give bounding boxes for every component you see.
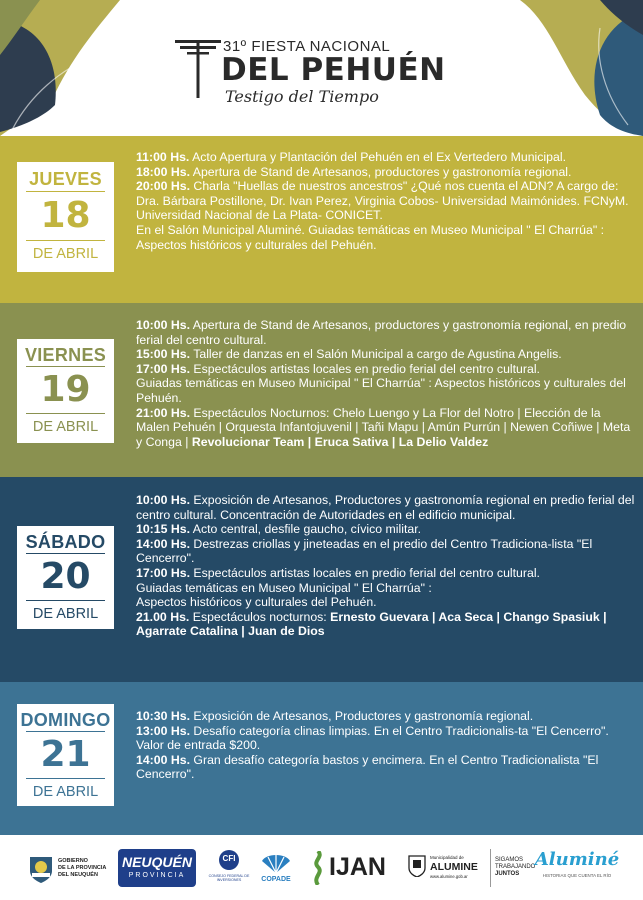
logo-gobierno-neuquen (28, 849, 106, 887)
event-time: 14:00 Hs. (136, 536, 191, 551)
event-time: 10:30 Hs. (136, 709, 191, 723)
day-section-domingo (0, 682, 643, 835)
logo-copade (256, 849, 296, 887)
event-list (136, 150, 636, 252)
event-text: Guiadas temáticas en Museo Municipal " El Charrúa" : Aspectos históricos y culturales del Pehuén. (136, 376, 626, 405)
month-label: DE ABRIL (32, 784, 99, 800)
neuquen-label: NEUQUÉN (121, 854, 192, 870)
event-item (136, 406, 636, 450)
event-text: Exposición de Artesanos, Productores y gastronomía regional. (190, 709, 534, 723)
day-section-sabado (0, 477, 643, 682)
divider (26, 731, 105, 732)
muni-small: Municipalidad de (430, 855, 464, 860)
event-time: 21.00 Hs. (136, 609, 190, 624)
event-time: 14:00 Hs. (136, 752, 191, 767)
divider (26, 366, 105, 367)
event-text: Apertura de Stand de Artesanos, productores y gastronomía regional. (190, 164, 572, 179)
month-label: DE ABRIL (32, 246, 99, 262)
event-item (136, 724, 636, 753)
event-list (136, 318, 636, 449)
copade-label: COPADE (261, 876, 291, 883)
event-item (136, 165, 636, 180)
cfi-label: CFI (222, 854, 236, 863)
event-text: Guiadas temáticas en Museo Municipal " El Charrúa" : (136, 580, 432, 595)
day-number: 18 (40, 195, 91, 236)
gob-line2: DE LA PROVINCIA (58, 865, 107, 871)
logo-ijan (310, 849, 390, 887)
alumine-script: Aluminé (534, 849, 620, 870)
divider (26, 553, 105, 554)
event-item (136, 150, 636, 165)
day-name: JUEVES (29, 169, 102, 189)
month-label: DE ABRIL (32, 606, 99, 622)
event-item (136, 709, 636, 724)
event-text: Espectáculos Nocturnos: Chelo Luengo y La Flor del Notro | Elección de la Malen Pehuén | Orquesta Infantojuvenil | Tañi Mapu | Amún Purrún | Newen Coñiwe | Meta y Conga | (136, 405, 631, 449)
divider (26, 413, 105, 414)
date-card (17, 704, 114, 806)
day-section-viernes (0, 303, 643, 477)
ijan-emblem-icon (310, 851, 326, 885)
event-text: Destrezas criollas y jineteadas en el predio del Centro Tradiciona-lista "El Cencerro". (136, 536, 593, 566)
logo-alumine-turismo (534, 849, 620, 887)
sigamos-line3: JUNTOS (495, 871, 520, 877)
event-text: En el Salón Municipal Aluminé. Guiadas temáticas en Museo Municipal " El Charrúa" : Aspectos históricos y culturales del Pehuén. (136, 222, 605, 252)
provincia-label: PROVINCIA (128, 872, 186, 879)
event-item (136, 595, 636, 610)
day-name: DOMINGO (20, 710, 111, 730)
event-headliners: Ernesto Guevara | Aca Seca | Chango Spasiuk | Agarrate Catalina | Juan de Dios (136, 609, 607, 639)
gob-line1: GOBIERNO (58, 858, 88, 864)
event-time: 18:00 Hs. (136, 164, 191, 179)
event-item (136, 610, 636, 639)
muni-url: www.alumine.gob.ar (430, 874, 468, 879)
logo-municipalidad-alumine (408, 849, 488, 887)
event-time: 13:00 Hs. (136, 723, 191, 738)
festival-title (175, 30, 475, 110)
sigamos-line1: SIGAMOS (495, 857, 524, 863)
event-item (136, 566, 636, 581)
event-time: 10:15 Hs. (136, 522, 191, 537)
event-text: Acto central, desfile gaucho, cívico militar. (190, 522, 422, 537)
day-section-jueves (0, 136, 643, 303)
date-card (17, 526, 114, 629)
event-item (136, 179, 636, 223)
event-text: Espectáculos nocturnos: (189, 609, 331, 624)
month-label: DE ABRIL (32, 419, 99, 435)
day-name: VIERNES (24, 345, 107, 365)
event-item (136, 362, 636, 377)
day-number: 20 (40, 556, 91, 597)
event-item (136, 318, 636, 347)
event-list (136, 493, 636, 639)
event-text: Gran desafío categoría bastos y encimera. En el Centro Tradicionalista "El Cencerro". (136, 752, 599, 782)
event-item (136, 223, 636, 252)
festival-name: DEL PEHUÉN (221, 52, 446, 88)
event-item (136, 537, 636, 566)
logo-neuquen-provincia (118, 849, 196, 887)
event-time: 15:00 Hs. (136, 347, 191, 362)
event-headliners: Revolucionar Team | Eruca Sativa | La Delio Valdez (191, 434, 489, 449)
event-text: Espectáculos artistas locales en predio ferial del centro cultural. (190, 361, 540, 376)
sigamos-line2: TRABAJANDO (495, 864, 536, 870)
logo-sigamos-trabajando (490, 849, 536, 887)
day-number: 19 (40, 369, 91, 410)
pehuen-tree-icon (175, 36, 221, 98)
event-item (136, 493, 636, 522)
neuquen-shield-icon (28, 853, 54, 883)
event-item (136, 347, 636, 362)
event-list (136, 709, 636, 782)
date-card (17, 339, 114, 443)
event-time: 21:00 Hs. (136, 405, 191, 420)
event-item (136, 581, 636, 596)
event-text: Desafío categoría clinas limpias. En el Centro Tradicionalis-ta "El Cencerro". Valor de entrada $200. (136, 723, 609, 753)
event-item (136, 376, 636, 405)
event-item (136, 522, 636, 537)
day-number: 21 (40, 734, 91, 775)
logo-cfi (208, 849, 250, 887)
copade-shell-icon (260, 851, 292, 875)
event-text: Exposición de Artesanos, Productores y gastronomía regional en predio ferial del centro cultural. Concentración de Autoridades en el edificio municipal. (136, 493, 635, 522)
ijan-label: IJAN (329, 853, 386, 881)
alumine-shield-icon (408, 855, 426, 877)
divider (26, 600, 105, 601)
divider (26, 240, 105, 241)
date-card (17, 162, 114, 272)
event-text: Taller de danzas en el Salón Municipal a cargo de Agustina Angelis. (190, 347, 562, 362)
event-text: Charla "Huellas de nuestros ancestros" ¿Qué nos cuenta el ADN? A cargo de: Dra. Bárbara Postillone, Dr. Ivan Perez, Virginia Cobos- Universidad Maimónides. FCNyM. Universidad Nacional de La Plata- CONICET. (136, 179, 629, 223)
event-text: Aspectos históricos y culturales del Pehuén. (136, 595, 377, 610)
event-time: 17:00 Hs. (136, 565, 191, 580)
event-time: 10:00 Hs. (136, 493, 191, 507)
event-text: Acto Apertura y Plantación del Pehuén en el Ex Vertedero Municipal. (189, 150, 566, 164)
festival-edition: 31º FIESTA NACIONAL (223, 38, 391, 55)
event-time: 11:00 Hs. (136, 150, 190, 164)
event-time: 20:00 Hs. (136, 179, 191, 194)
muni-name: ALUMINE (430, 861, 478, 873)
cfi-sub: CONSEJO FEDERAL DE INVERSIONES (208, 874, 250, 883)
event-text: Espectáculos artistas locales en predio ferial del centro cultural. (190, 565, 540, 580)
divider (26, 191, 105, 192)
event-time: 10:00 Hs. (136, 318, 191, 332)
alumine-tagline: HISTORIAS QUE CUENTA EL RÍO (542, 873, 612, 878)
day-name: SÁBADO (25, 532, 106, 552)
gob-line3: DEL NEUQUÉN (58, 872, 98, 878)
event-time: 17:00 Hs. (136, 361, 191, 376)
event-text: Apertura de Stand de Artesanos, productores y gastronomía regional, en predio ferial del centro cultural. (136, 318, 627, 347)
header (0, 0, 643, 136)
divider (26, 778, 105, 779)
event-item (136, 753, 636, 782)
festival-slogan: Testigo del Tiempo (225, 87, 379, 106)
sponsor-logos (0, 835, 643, 900)
